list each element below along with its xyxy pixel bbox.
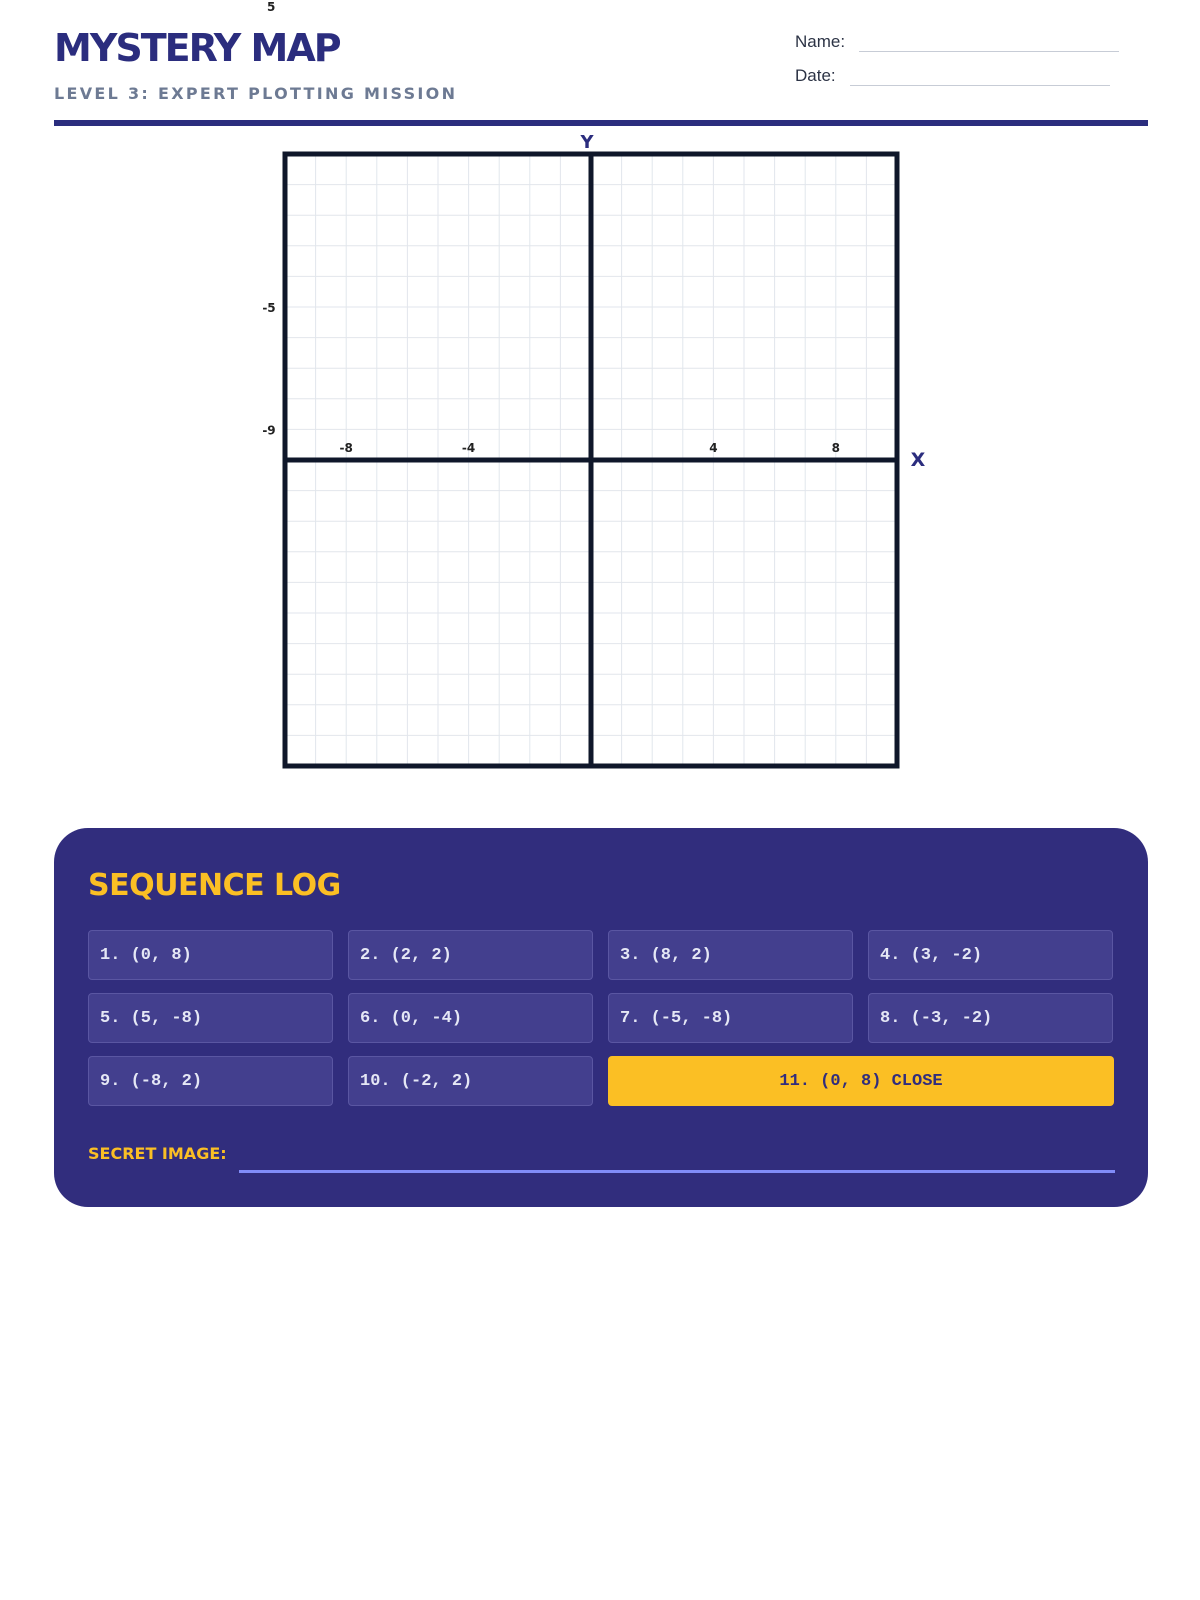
y-tick-label: -5 [262,301,276,315]
name-line[interactable] [859,50,1119,52]
point-card-10: 10. (-2, 2) [348,1056,593,1106]
x-axis-label: X [910,449,926,471]
point-card-3: 3. (8, 2) [608,930,853,980]
point-card-4: 4. (3, -2) [868,930,1113,980]
x-tick-label: -8 [339,441,353,455]
point-card-1: 1. (0, 8) [88,930,333,980]
x-tick-label: 4 [709,441,718,455]
point-card-5: 5. (5, -8) [88,993,333,1043]
secret-image-label: SECRET IMAGE: [88,1144,227,1163]
coordinate-grid[interactable] [240,126,960,796]
secret-image-answer-line[interactable] [239,1170,1115,1173]
name-label: Name: [795,32,846,51]
x-tick-label: 8 [831,441,840,455]
y-axis-label: Y [580,132,594,153]
point-card-7: 7. (-5, -8) [608,993,853,1043]
sequence-log-panel [54,828,1148,1207]
point-card-6: 6. (0, -4) [348,993,593,1043]
y-tick-label: -9 [262,423,276,438]
close-point-card: 11. (0, 8) CLOSE [608,1056,1114,1106]
point-card-9: 9. (-8, 2) [88,1056,333,1106]
sequence-log-title: SEQUENCE LOG [88,868,341,903]
date-label: Date: [795,66,836,85]
date-field[interactable] [795,66,1110,86]
date-line[interactable] [850,84,1110,86]
name-field[interactable] [795,32,1119,52]
page-title: MYSTERY MAP [54,26,340,70]
point-card-8: 8. (-3, -2) [868,993,1113,1043]
x-tick-label: -4 [461,441,476,455]
y-tick-labels [262,301,275,437]
graph-top-label: 5 [267,0,276,14]
point-card-2: 2. (2, 2) [348,930,593,980]
page-subtitle: LEVEL 3: EXPERT PLOTTING MISSION [54,84,458,103]
